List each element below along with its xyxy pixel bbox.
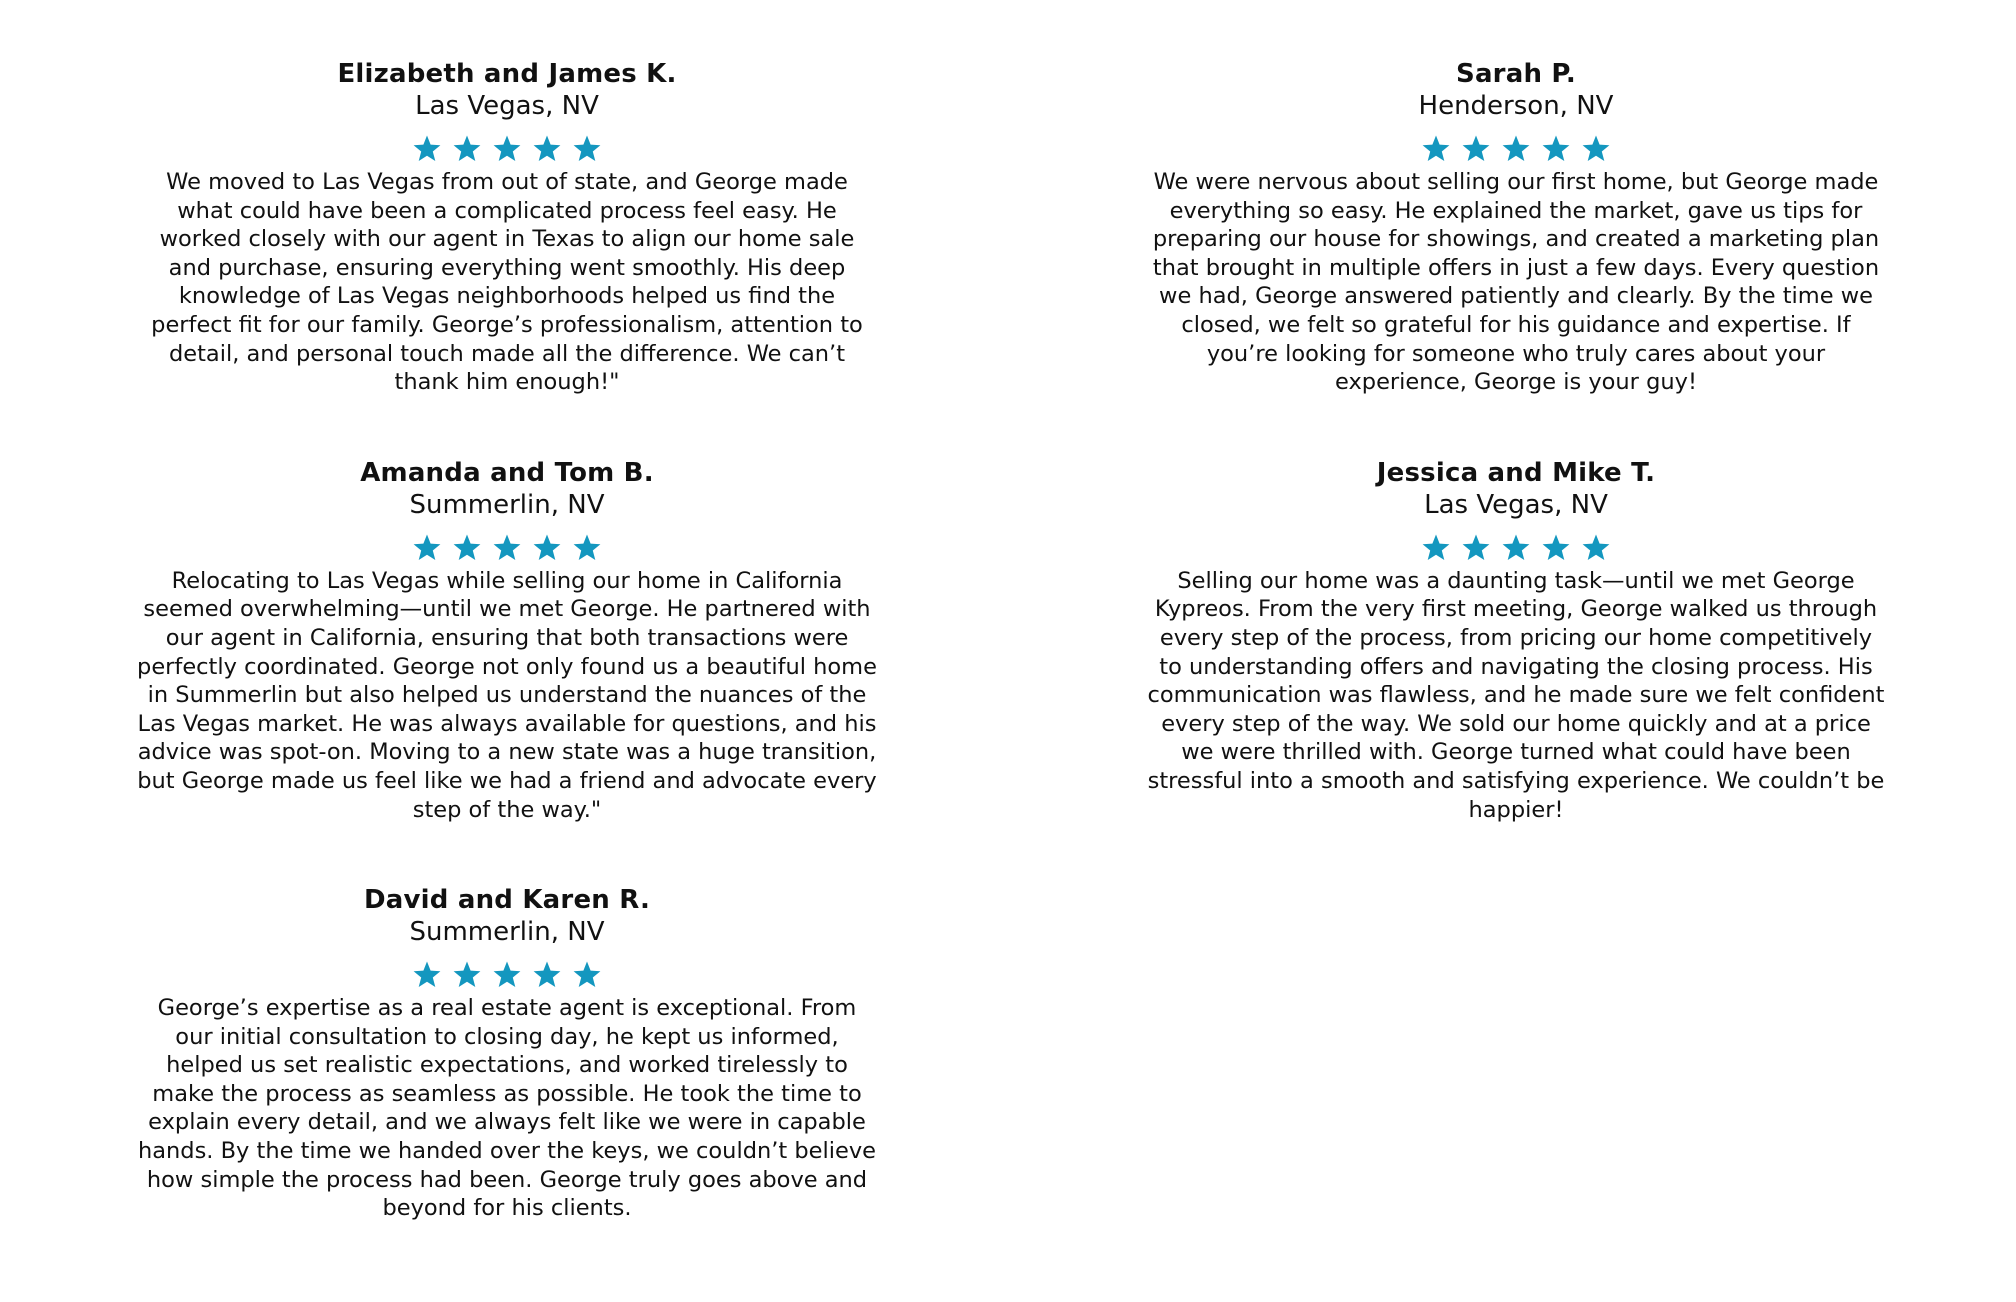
testimonial-card — [127, 457, 887, 824]
reviewer-location: Summerlin, NV — [409, 917, 605, 948]
testimonial-card — [127, 884, 887, 1223]
star-icon — [531, 959, 563, 991]
star-icon — [571, 532, 603, 564]
review-text: George’s expertise as a real estate agent is exceptional. From our initial consultation to closing day, he kept us informed, helped us set realistic expectations, and worked tirelessly to make the process as seamless as possible. He took the time to explain every detail, and we always felt like we were in capable hands. By the time we handed over the keys, we couldn’t believe how simple the process had been. George truly goes above and beyond for his clients. — [137, 995, 876, 1222]
star-icon — [1580, 133, 1612, 165]
star-icon — [1500, 532, 1532, 564]
review-text: Selling our home was a daunting task—until we met George Kypreos. From the very first meeting, George walked us through every step of the process, from pricing our home competitively to understanding offers and navigating the closing process. His communication was flawless, and he made sure we felt confident every step of the way. We sold our home quickly and at a price we were thrilled with. George turned what could have been stressful into a smooth and satisfying experience. We couldn’t be happier! — [1147, 567, 1885, 823]
star-icon — [1540, 532, 1572, 564]
star-icon — [491, 959, 523, 991]
star-rating — [411, 132, 603, 166]
star-icon — [1420, 532, 1452, 564]
reviewer-location: Las Vegas, NV — [415, 91, 599, 121]
reviewer-name: Amanda and Tom B. — [360, 457, 654, 488]
reviewer-location: Las Vegas, NV — [1424, 489, 1608, 520]
star-rating — [1420, 531, 1612, 565]
star-icon — [531, 532, 563, 564]
star-icon — [1540, 133, 1572, 165]
star-icon — [491, 133, 523, 165]
star-icon — [531, 133, 563, 165]
review-text: Relocating to Las Vegas while selling our home in California seemed overwhelming—until we met George. He partnered with our agent in California, ensuring that both transactions were perfectly coordinated. George not only found us a beautiful home in Summerlin but also helped us understand the nuances of the Las Vegas market. He was always available for questions, and his advice was spot-on. Moving to a new state was a huge transition, but George made us feel like we had a friend and advocate every step of the way." — [137, 567, 877, 823]
review-text: We moved to Las Vegas from out of state, and George made what could have been a complicated process feel easy. He worked closely with our agent in Texas to align our home sale and purchase, ensuring everything went smoothly. His deep knowledge of Las Vegas neighborhoods helped us find the perfect fit for our family. George’s professionalism, attention to detail, and personal touch made all the difference. We can’t thank him enough!" — [151, 169, 863, 396]
testimonial-card — [127, 58, 887, 397]
testimonial-card — [1136, 58, 1896, 397]
star-icon — [451, 133, 483, 165]
reviewer-name: Sarah P. — [1456, 59, 1576, 89]
star-icon — [411, 532, 443, 564]
star-icon — [491, 532, 523, 564]
star-rating — [1420, 132, 1612, 166]
star-icon — [451, 532, 483, 564]
testimonials-right-column — [1136, 58, 1896, 884]
reviewer-name: Elizabeth and James K. — [337, 59, 677, 89]
testimonials-left-column — [127, 58, 887, 1283]
star-icon — [571, 959, 603, 991]
star-icon — [411, 959, 443, 991]
star-icon — [1500, 133, 1532, 165]
reviewer-name: David and Karen R. — [363, 885, 651, 916]
star-icon — [1580, 532, 1612, 564]
star-icon — [1460, 133, 1492, 165]
star-rating — [411, 531, 603, 565]
star-icon — [1420, 133, 1452, 165]
star-rating — [411, 958, 603, 992]
reviewer-location: Henderson, NV — [1418, 91, 1614, 121]
reviewer-name: Jessica and Mike T. — [1376, 457, 1656, 488]
reviewer-location: Summerlin, NV — [409, 489, 605, 520]
star-icon — [571, 133, 603, 165]
testimonial-card — [1136, 457, 1896, 824]
review-text: We were nervous about selling our first home, but George made everything so easy. He explained the market, gave us tips for preparing our house for showings, and created a marketing plan that brought in multiple offers in just a few days. Every question we had, George answered patiently and clearly. By the time we closed, we felt so grateful for his guidance and expertise. If you’re looking for someone who truly cares about your experience, George is your guy! — [1152, 169, 1880, 396]
star-icon — [451, 959, 483, 991]
star-icon — [411, 133, 443, 165]
star-icon — [1460, 532, 1492, 564]
